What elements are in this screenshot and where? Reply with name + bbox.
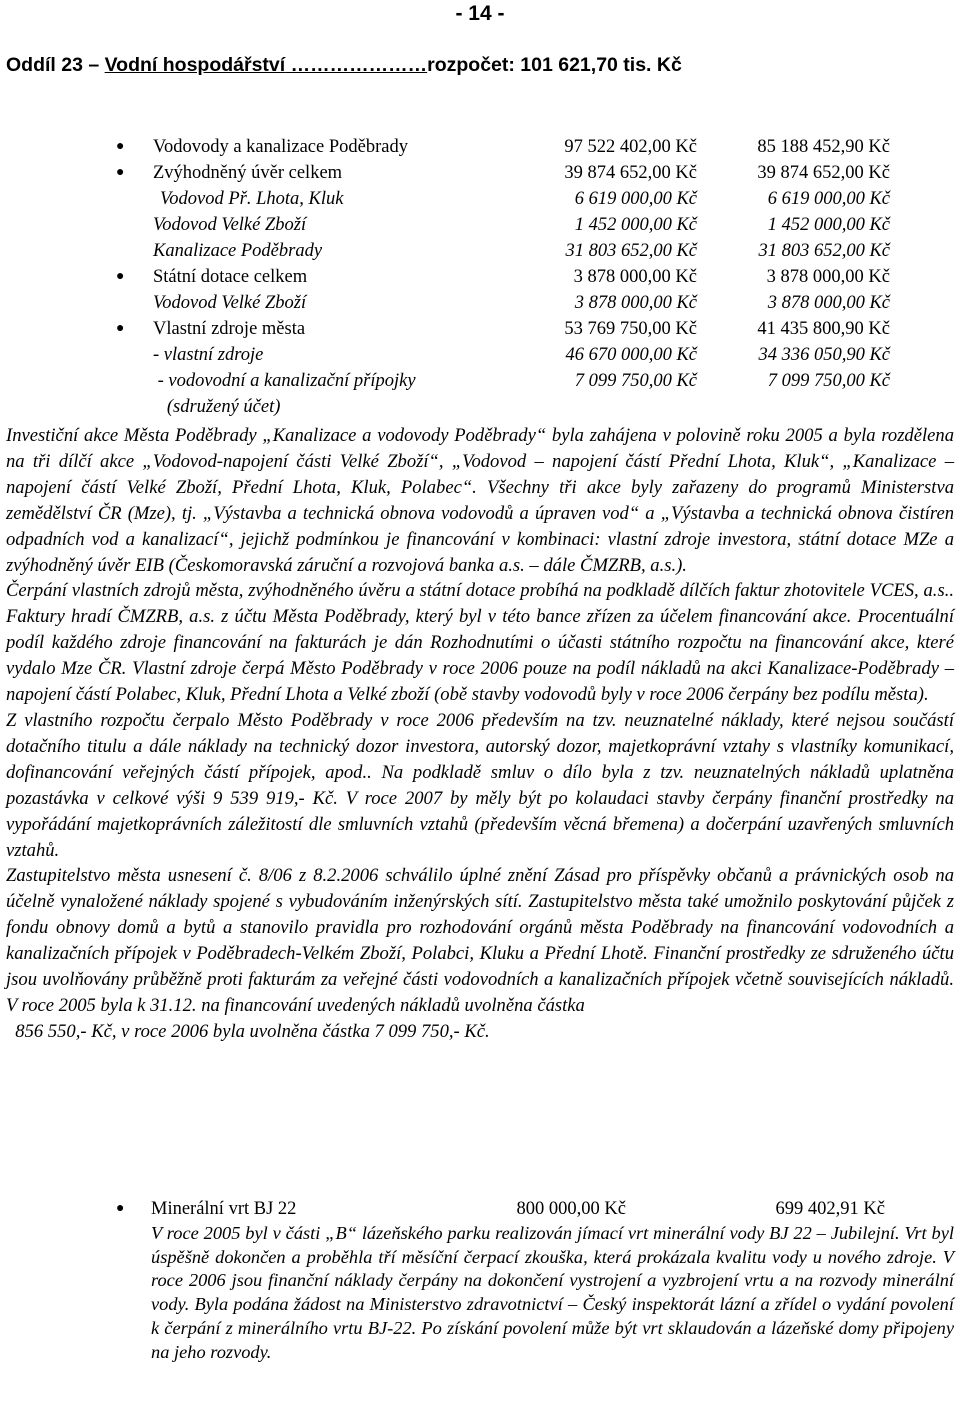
section-budget: rozpočet: 101 621,70 tis. Kč bbox=[427, 54, 682, 76]
budget-row-9 bbox=[0, 368, 960, 394]
paragraph-drawing: Čerpání vlastních zdrojů města, zvýhodněného úvěru a státní dotace probíhá na podkladě dílčích faktur zhotovitele VCES, a.s.. Faktury hradí ČMZRB, a.s. z účtu Města Poděbrady, který byl v této bance zřízen za účelem financování akce. Procentuální podíl každého zdroje financování na fakturách je dán Rozhodnutími o účasti státního rozpočtu na financování akce, které vydalo Mze ČR. Vlastní zdroje čerpá Město Poděbrady v roce 2006 pouze na podíl nákladů na akci Kanalizace-Poděbrady – napojení částí Polabec, Kluk, Přední Lhota a Velké zboží (obě stavby vodovodů byly v roce 2006 čerpány bez podílu města). bbox=[6, 580, 954, 706]
bullet-icon: ● bbox=[116, 165, 125, 180]
paragraph-amounts: 856 550,- Kč, v roce 2006 byla uvolněna částka 7 099 750,- Kč. bbox=[6, 1020, 490, 1042]
item-label: Vodovody a kanalizace Poděbrady bbox=[153, 137, 408, 157]
section-heading bbox=[6, 54, 682, 77]
item-budget: 7 099 750,00 Kč bbox=[574, 371, 697, 391]
budget-row-0 bbox=[0, 134, 960, 160]
budget-row-7 bbox=[0, 316, 960, 342]
item-budget: 53 769 750,00 Kč bbox=[564, 319, 697, 339]
section-prefix: Oddíl 23 – bbox=[6, 54, 105, 76]
item-label: Kanalizace Poděbrady bbox=[153, 241, 323, 261]
paragraph-investment: Investiční akce Města Poděbrady „Kanalizace a vodovody Poděbrady“ byla zahájena v polovině roku 2005 a byla rozdělena na tři dílčí akce „Vodovod-napojení části Velké Zboží“, „Vodovod – napojení částí Přední Lhota, Kluk“, „Kanalizace – napojení částí Velké Zboží, Přední Lhota, Kluk, Polabec“. Všechny tři akce byly zařazeny do programů Ministerstva zemědělství ČR (Mze), tj. „Výstavba a technická obnova vodovodů a úpraven vod“ a „Výstavba a technická obnova čistíren odpadních vod a kanalizací“, jejichž podmínkou je financování v kombinaci: vlastní zdroje investora, státní dotace MZe a zvýhodněný úvěr EIB (Českomoravská záruční a rozvojová banka a.s. – dále ČMZRB, a.s.). bbox=[6, 425, 954, 576]
item-budget: 3 878 000,00 Kč bbox=[573, 267, 697, 287]
item-label: Minerální vrt BJ 22 bbox=[151, 1199, 297, 1219]
bullet-icon: ● bbox=[116, 321, 125, 336]
item-spent: 41 435 800,90 Kč bbox=[757, 319, 890, 339]
item-label: - vlastní zdroje bbox=[153, 345, 264, 365]
item-budget: 31 803 652,00 Kč bbox=[565, 241, 697, 261]
item-spent: 3 878 000,00 Kč bbox=[767, 293, 890, 313]
item-label: Zvýhodněný úvěr celkem bbox=[153, 163, 343, 183]
description-text bbox=[6, 423, 954, 1045]
item-spent: 85 188 452,90 Kč bbox=[757, 137, 890, 157]
bullet-icon: ● bbox=[116, 1201, 125, 1216]
item-spent: 7 099 750,00 Kč bbox=[767, 371, 890, 391]
budget-row-10 bbox=[0, 394, 960, 420]
budget-row-8 bbox=[0, 342, 960, 368]
mineral-well-description: V roce 2005 byl v části „B“ lázeňského parku realizován jímací vrt minerální vody BJ 22 – Jubilejní. Vrt byl úspěšně dokončen a proběhla tří měsíční čerpací zkouška, která prokázala kvalitu vody u nového zdroje. V roce 2006 jsou finanční náklady čerpány na dokončení vystrojení a vyzbrojení vrtu a na rozvody minerální vody. Byla podána žádost na Ministerstvo zdravotnictví – Český inspektorát lázní a zřídel o vydání povolení k čerpání z minerálního vrtu BJ-22. Po získání povolení může být vrt sklaudován a lázeňské domy připojeny na jeho rozvody. bbox=[151, 1223, 954, 1362]
section-name: Vodní hospodářství bbox=[104, 54, 286, 76]
item-spent: 34 336 050,90 Kč bbox=[758, 345, 890, 365]
budget-row-1 bbox=[0, 160, 960, 186]
item-budget: 39 874 652,00 Kč bbox=[564, 163, 697, 183]
budget-row-4 bbox=[0, 238, 960, 264]
item-label: Vodovod Př. Lhota, Kluk bbox=[160, 189, 344, 209]
budget-items bbox=[0, 134, 960, 420]
item-budget: 46 670 000,00 Kč bbox=[565, 345, 697, 365]
page-number: - 14 - bbox=[455, 2, 505, 25]
item-spent: 31 803 652,00 Kč bbox=[758, 241, 890, 261]
bullet-icon: ● bbox=[116, 139, 125, 154]
item-label: Státní dotace celkem bbox=[153, 267, 308, 287]
item-label: Vlastní zdroje města bbox=[153, 319, 306, 339]
item-label: - vodovodní a kanalizační přípojky bbox=[153, 371, 416, 391]
item-spent: 39 874 652,00 Kč bbox=[757, 163, 890, 183]
item-spent: 3 878 000,00 Kč bbox=[766, 267, 890, 287]
item-label: (sdružený účet) bbox=[153, 397, 281, 417]
item-spent: 6 619 000,00 Kč bbox=[767, 189, 890, 209]
mineral-well-item bbox=[0, 1196, 960, 1222]
item-spent: 699 402,91 Kč bbox=[775, 1199, 885, 1219]
budget-row-5 bbox=[0, 264, 960, 290]
item-budget: 800 000,00 Kč bbox=[516, 1199, 626, 1219]
item-budget: 1 452 000,00 Kč bbox=[574, 215, 697, 235]
item-budget: 6 619 000,00 Kč bbox=[574, 189, 697, 209]
item-spent: 1 452 000,00 Kč bbox=[767, 215, 890, 235]
paragraph-own-budget: Z vlastního rozpočtu čerpalo Město Poděbrady v roce 2006 především na tzv. neuznatelné náklady, které nejsou součástí dotačního titulu a dále náklady na technický dozor investora, autorský dozor, majetkoprávní vztahy s vlastníky komunikací, dofinancování veřejných částí přípojek, apod.. Na podkladě smluv o dílo byla z tzv. neuznatelných nákladů uplatněna pozastávka v celkové výši 9 539 919,- Kč. V roce 2007 by měly být po kolaudaci stavby čerpány finanční prostředky na vypořádání majetkoprávních záležitostí dle smluvních vztahů (především věcná břemena) a dočerpání uzavřených smluvních vztahů. bbox=[6, 709, 954, 861]
budget-row-3 bbox=[0, 212, 960, 238]
section-dots: ………………… bbox=[285, 54, 428, 76]
budget-row-2 bbox=[0, 186, 960, 212]
paragraph-council: Zastupitelstvo města usnesení č. 8/06 z 8.2.2006 schválilo úplné znění Zásad pro příspěvky občanů a právnických osob na účelně vynaložené náklady spojené s vybudováním inženýrských sítí. Zastupitelstvo města také umožnilo poskytování půjček z fondu obnovy domů a bytů a stanovilo pravidla pro rozhodování orgánů města Poděbrady na financování vodovodních a kanalizačních přípojek v Poděbradech-Velkém Zboží, Polabci, Kluku a Přední Lhotě. Finanční prostředky ze sdruženého účtu jsou uvolňovány průběžně proti fakturám za veřejné části vodovodních a kanalizačních přípojek včetně souvisejících nákladů. V roce 2005 byla k 31.12. na financování uvedených nákladů uvolněna částka bbox=[6, 865, 954, 1016]
item-budget: 97 522 402,00 Kč bbox=[564, 137, 697, 157]
budget-row-6 bbox=[0, 290, 960, 316]
bullet-icon: ● bbox=[116, 269, 125, 284]
item-label: Vodovod Velké Zboží bbox=[153, 215, 307, 235]
item-budget: 3 878 000,00 Kč bbox=[574, 293, 697, 313]
item-label: Vodovod Velké Zboží bbox=[153, 293, 307, 313]
mineral-row bbox=[0, 1196, 960, 1222]
